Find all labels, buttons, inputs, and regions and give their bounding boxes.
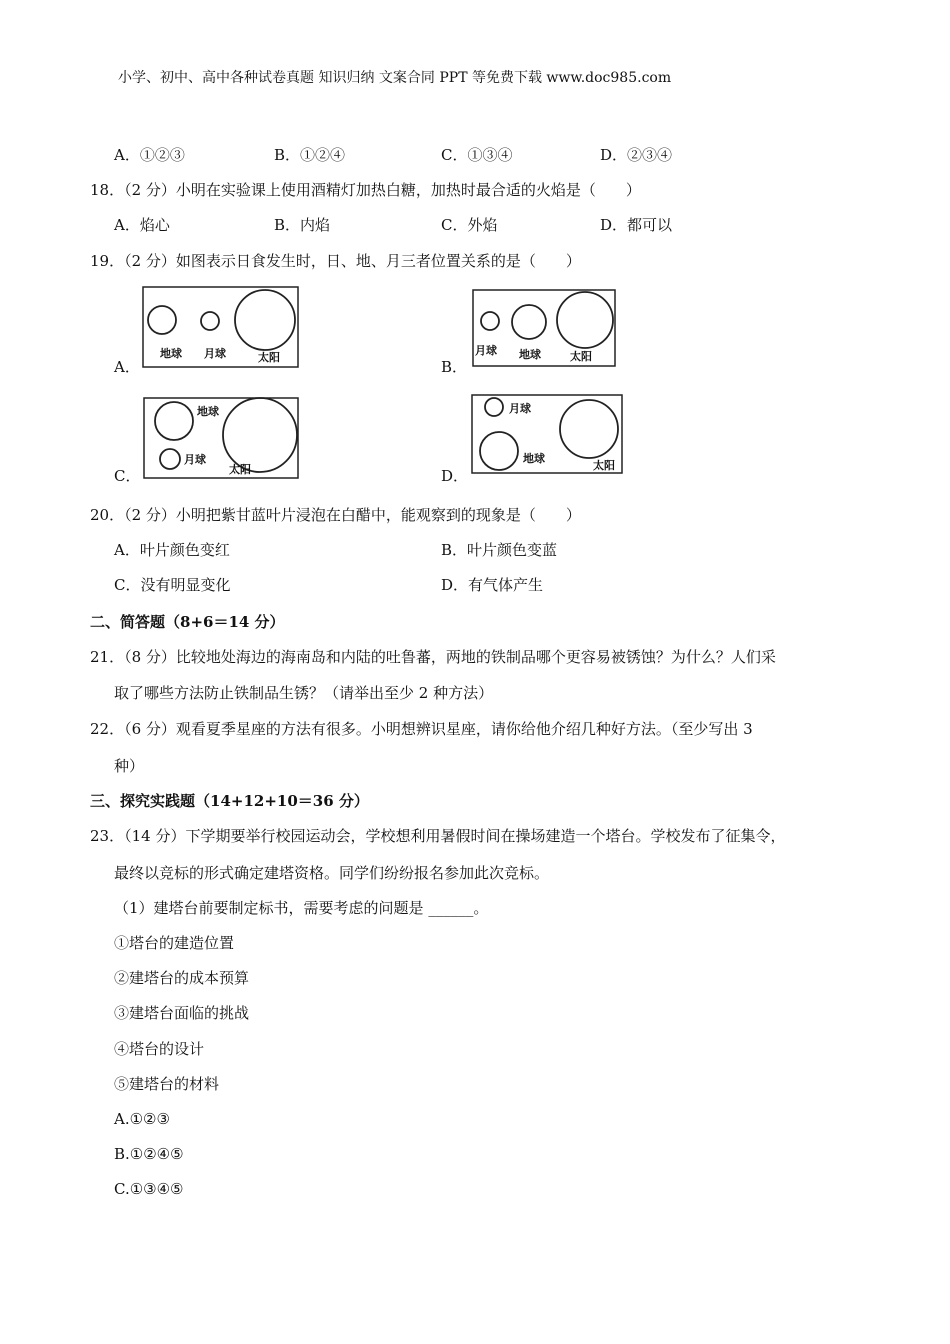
q18-option-c: C．外焰	[441, 216, 498, 234]
q17-option-a: A．①②③	[114, 146, 185, 164]
q22-line-1: 22．（6 分）观看夏季星座的方法有很多。小明想辨识星座，请你给他介绍几种好方法。（至少写出 3	[90, 720, 753, 738]
q19-diagram-d	[471, 394, 623, 478]
q19-diagram-a	[142, 286, 299, 372]
q17-option-c: C．①③④	[441, 146, 513, 164]
q23-sub1: （1）建塔台前要制定标书，需要考虑的问题是 ______。	[114, 899, 489, 917]
q17-option-d: D．②③④	[600, 146, 673, 164]
q23-item-1: ①塔台的建造位置	[114, 934, 235, 952]
q17-option-b: B．①②④	[274, 146, 346, 164]
q22-line-2: 种）	[114, 757, 145, 775]
earth-label: 地球	[197, 405, 219, 418]
q18-option-d: D．都可以	[600, 216, 673, 234]
sun-label: 太阳	[593, 459, 615, 472]
earth-label: 地球	[523, 452, 545, 465]
q18-option-b: B．内焰	[274, 216, 331, 234]
moon-label: 月球	[184, 453, 206, 466]
q19-diagram-c	[143, 397, 299, 483]
q19-letter-b: B．	[441, 358, 468, 376]
q23-stem-line-2: 最终以竞标的形式确定建塔资格。同学们纷纷报名参加此次竞标。	[114, 864, 550, 882]
q20-stem: 20．（2 分）小明把紫甘蓝叶片浸泡在白醋中，能观察到的现象是（ ）	[90, 506, 581, 524]
earth-label: 地球	[519, 348, 541, 361]
moon-label: 月球	[204, 347, 226, 360]
q23-item-4: ④塔台的设计	[114, 1040, 205, 1058]
q19-diagram-b	[472, 289, 616, 371]
q21-line-2: 取了哪些方法防止铁制品生锈？（请举出至少 2 种方法）	[114, 684, 494, 702]
moon-label: 月球	[509, 402, 531, 415]
q18-stem: 18．（2 分）小明在实验课上使用酒精灯加热白糖，加热时最合适的火焰是（ ）	[90, 181, 641, 199]
q23-choice-c: C.①③④⑤	[114, 1180, 184, 1198]
q20-option-d: D．有气体产生	[441, 576, 544, 594]
earth-label: 地球	[160, 347, 182, 360]
sun-label: 太阳	[570, 350, 592, 363]
q19-letter-a: A．	[114, 358, 140, 376]
q20-option-a: A．叶片颜色变红	[114, 541, 230, 559]
q19-letter-d: D．	[441, 467, 469, 485]
sun-label: 太阳	[229, 463, 251, 476]
q23-item-3: ③建塔台面临的挑战	[114, 1004, 250, 1022]
section-3-heading: 三、探究实践题（14+12+10＝36 分）	[90, 792, 369, 810]
q23-choice-b: B.①②④⑤	[114, 1145, 184, 1163]
sun-label: 太阳	[258, 351, 280, 364]
q23-choice-a: A.①②③	[114, 1110, 170, 1128]
q21-line-1: 21．（8 分）比较地处海边的海南岛和内陆的吐鲁蕃，两地的铁制品哪个更容易被锈蚀？为什么？人们采	[90, 648, 776, 666]
q18-option-a: A．焰心	[114, 216, 170, 234]
q23-item-5: ⑤建塔台的材料	[114, 1075, 220, 1093]
q23-item-2: ②建塔台的成本预算	[114, 969, 250, 987]
q23-stem-line-1: 23．（14 分）下学期要举行校园运动会，学校想利用暑假时间在操场建造一个塔台。学校发布了征集令，	[90, 827, 786, 845]
moon-label: 月球	[475, 344, 497, 357]
q19-letter-c: C．	[114, 467, 141, 485]
q20-option-c: C．没有明显变化	[114, 576, 231, 594]
q19-stem: 19．（2 分）如图表示日食发生时，日、地、月三者位置关系的是（ ）	[90, 252, 581, 270]
q20-option-b: B．叶片颜色变蓝	[441, 541, 558, 559]
section-2-heading: 二、简答题（8+6＝14 分）	[90, 613, 285, 631]
page-header: 小学、初中、高中各种试卷真题 知识归纳 文案合同 PPT 等免费下载 www.doc985.com	[118, 70, 672, 86]
